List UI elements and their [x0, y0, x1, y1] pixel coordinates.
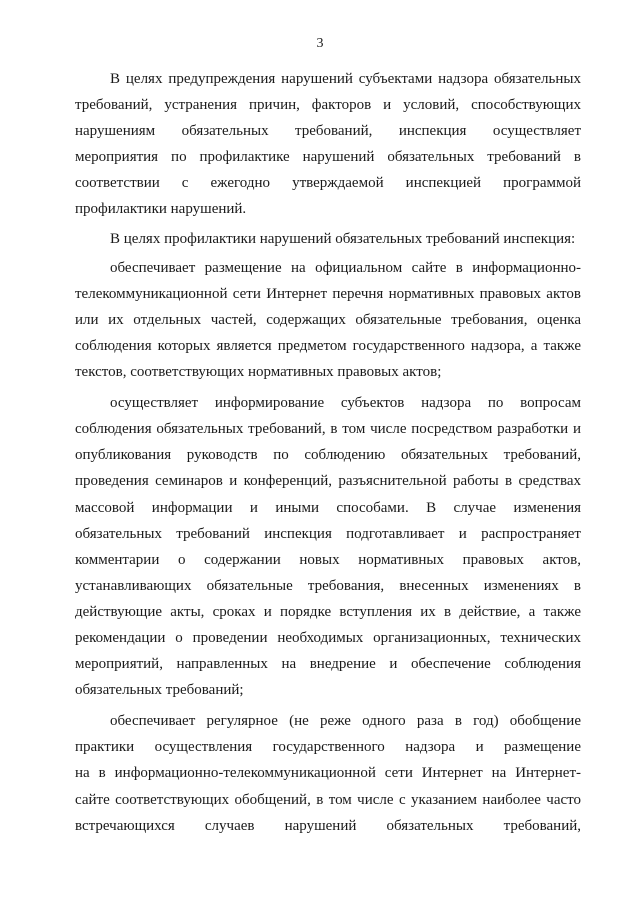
text-line: мероприятия по профилактике нарушений обязательных требований в [75, 149, 581, 166]
text-line: требований, устранения причин, факторов и условий, способствующих [75, 97, 581, 114]
paragraph-generalization [75, 708, 581, 838]
paragraph-publishing [75, 255, 581, 385]
text-line: массовой информации и иными способами. В случае изменения [75, 499, 581, 516]
document-body [75, 66, 581, 839]
text-line: нарушениям обязательных требований, инспекция осуществляет [75, 123, 581, 140]
text-line: телекоммуникационной сети Интернет перечня нормативных правовых актов [75, 285, 581, 302]
text-line: проведения семинаров и конференций, разъяснительной работы в средствах [75, 473, 581, 490]
text-line: или их отдельных частей, содержащих обязательные требования, оценка [75, 311, 581, 328]
paragraph-prevention [75, 66, 581, 223]
text-line: обеспечивает размещение на официальном сайте в информационно- [110, 259, 581, 276]
text-line: на в информационно-телекоммуникационной сети Интернет на Интернет- [75, 765, 581, 782]
text-line: осуществляет информирование субъектов надзора по вопросам [110, 395, 581, 412]
text-line: соблюдения которых является предметом государственного надзора, а также [75, 337, 581, 354]
text-line: соблюдения обязательных требований, в том числе посредством разработки и [75, 421, 581, 438]
text-line: опубликования руководств по соблюдению обязательных требований, [75, 447, 581, 464]
text-line: обязательных требований инспекция подготавливает и распространяет [75, 525, 581, 542]
text-line: В целях профилактики нарушений обязательных требований инспекция: [110, 230, 576, 247]
paragraph-intro-list [75, 226, 581, 252]
text-line: текстов, соответствующих нормативных правовых актов; [75, 364, 442, 381]
text-line: практики осуществления государственного надзора и размещение [75, 739, 581, 756]
text-line: устанавливающих обязательные требования, внесенных изменениях в [75, 577, 581, 594]
page-number: 3 [316, 36, 324, 51]
text-line: соответствии с ежегодно утверждаемой инспекцией программой [75, 175, 581, 192]
text-line: действующие акты, сроках и порядке вступления их в действие, а также [75, 603, 581, 620]
text-line: рекомендации о проведении необходимых организационных, технических [75, 629, 581, 646]
text-line: комментарии о содержании новых нормативных правовых актов, [75, 551, 581, 568]
text-line: профилактики нарушений. [75, 201, 247, 218]
text-line: сайте соответствующих обобщений, в том числе с указанием наиболее часто [75, 791, 581, 808]
paragraph-informing [75, 390, 581, 703]
text-line: мероприятий, направленных на внедрение и обеспечение соблюдения [75, 656, 581, 673]
text-line: обеспечивает регулярное (не реже одного раза в год) обобщение [110, 713, 581, 730]
text-line: встречающихся случаев нарушений обязательных требований, [75, 817, 581, 834]
text-line: обязательных требований; [75, 682, 244, 699]
text-line: В целях предупреждения нарушений субъектами надзора обязательных [110, 71, 581, 87]
